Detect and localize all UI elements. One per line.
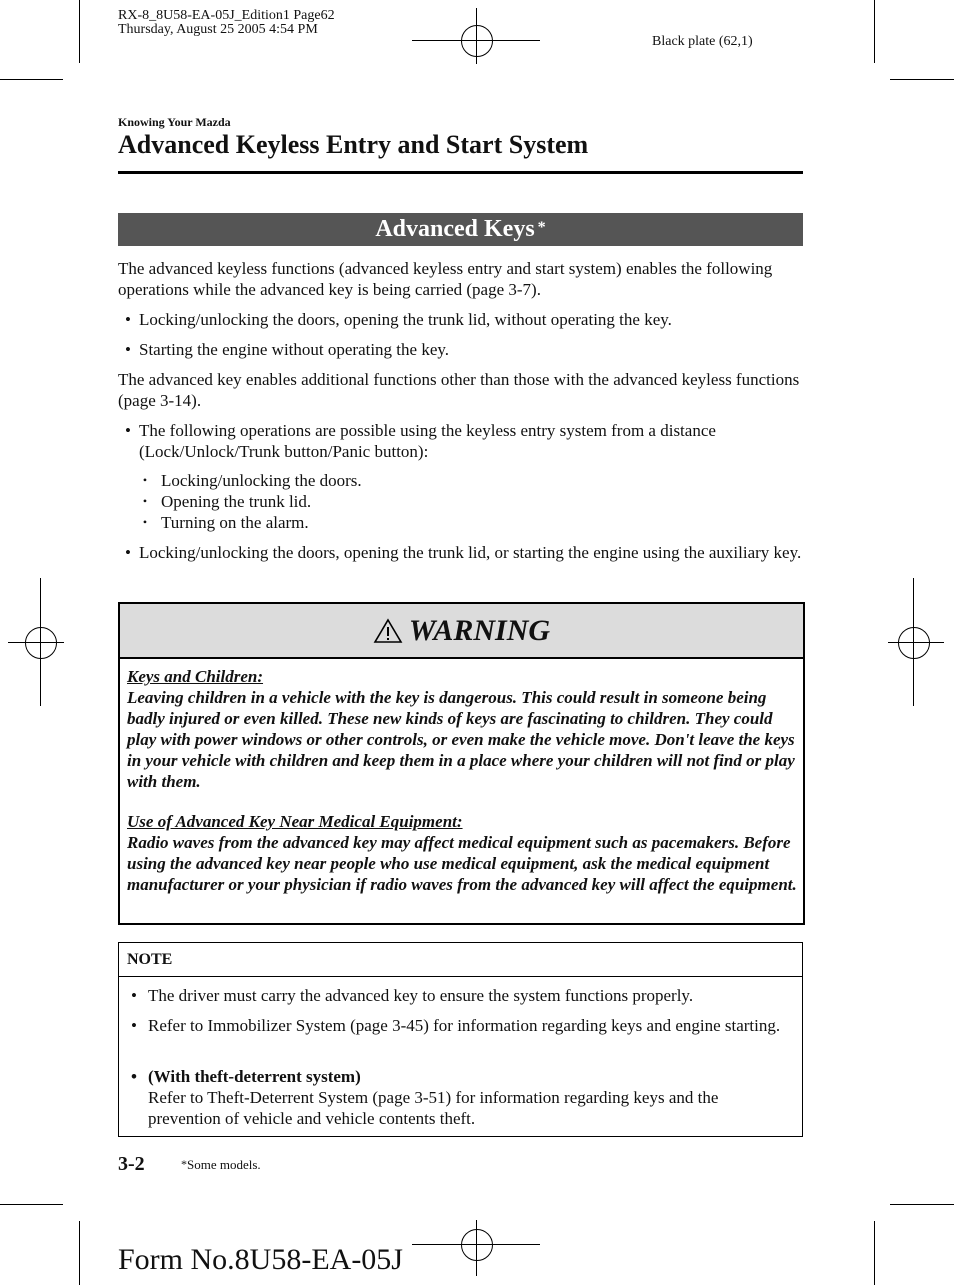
- star-icon: *: [537, 219, 546, 236]
- section-label: Knowing Your Mazda: [118, 115, 231, 129]
- bullet-icon: •: [125, 543, 131, 562]
- star-icon: *: [181, 1157, 187, 1171]
- form-number: Form No.8U58-EA-05J: [118, 1243, 403, 1276]
- bullet-icon: •: [125, 310, 131, 329]
- bullet-icon: •: [125, 340, 131, 359]
- warning-paragraph-keys-children: Leaving children in a vehicle with the key is dangerous. This could result in someone being badly injured or even killed. These new kinds of keys are fascinating to children. They could play with power windows or other controls, or even make the vehicle move. Don't leave the keys in your vehicle with children and keep them in a place where your children will not find or play with them.: [127, 688, 795, 791]
- small-bullet-icon: •: [142, 473, 148, 487]
- page-number: 3-2: [118, 1153, 145, 1175]
- small-bullet-icon: •: [142, 515, 148, 529]
- small-bullet-icon: •: [142, 494, 148, 508]
- print-header-line2: Thursday, August 25 2005 4:54 PM: [118, 22, 318, 37]
- subsection-band: [118, 213, 803, 246]
- footnote: *Some models.: [181, 1157, 261, 1172]
- bullet-icon: •: [131, 1016, 137, 1035]
- note-box: NOTE • The driver must carry the advanced key to ensure the system functions properly. • Refer to Immobilizer System (page 3-45) for information regarding keys and engine starting. • (With theft-deterrent system) Refer to Theft-Deterrent System (page 3-51) for information regarding keys and the prevention of vehicle and vehicle contents theft.: [118, 942, 803, 1137]
- subsection-title: Advanced Keys: [375, 216, 535, 242]
- warning-title: WARNING: [408, 614, 551, 647]
- warning-heading-medical: Use of Advanced Key Near Medical Equipment:: [127, 812, 463, 831]
- warning-heading-keys-children: Keys and Children:: [127, 667, 264, 686]
- black-plate-label: Black plate (62,1): [652, 34, 753, 49]
- bullet-icon: •: [131, 986, 137, 1005]
- warning-triangle-icon: [373, 618, 403, 649]
- note-title: NOTE: [119, 943, 802, 977]
- warning-paragraph-medical: Radio waves from the advanced key may affect medical equipment such as pacemakers. Before using the advanced key near people who use medical equipment, ask the medical equipment manufacturer or your physician if radio waves from the advanced key will affect the equipment.: [127, 833, 797, 894]
- warning-box: [118, 602, 805, 925]
- bullet-icon: •: [131, 1067, 137, 1086]
- title-rule: [118, 171, 803, 174]
- intro-paragraph: The advanced keyless functions (advanced keyless entry and start system) enables the following operations while the advanced key is being carried (page 3-7).: [118, 259, 773, 299]
- warning-header: [120, 604, 803, 659]
- bullet-icon: •: [125, 421, 131, 440]
- print-header-line1: RX-8_8U58-EA-05J_Edition1 Page62: [118, 8, 335, 23]
- page-title: Advanced Keyless Entry and Start System: [118, 130, 589, 159]
- second-paragraph: The advanced key enables additional functions other than those with the advanced keyless functions (page 3-14).: [118, 370, 800, 410]
